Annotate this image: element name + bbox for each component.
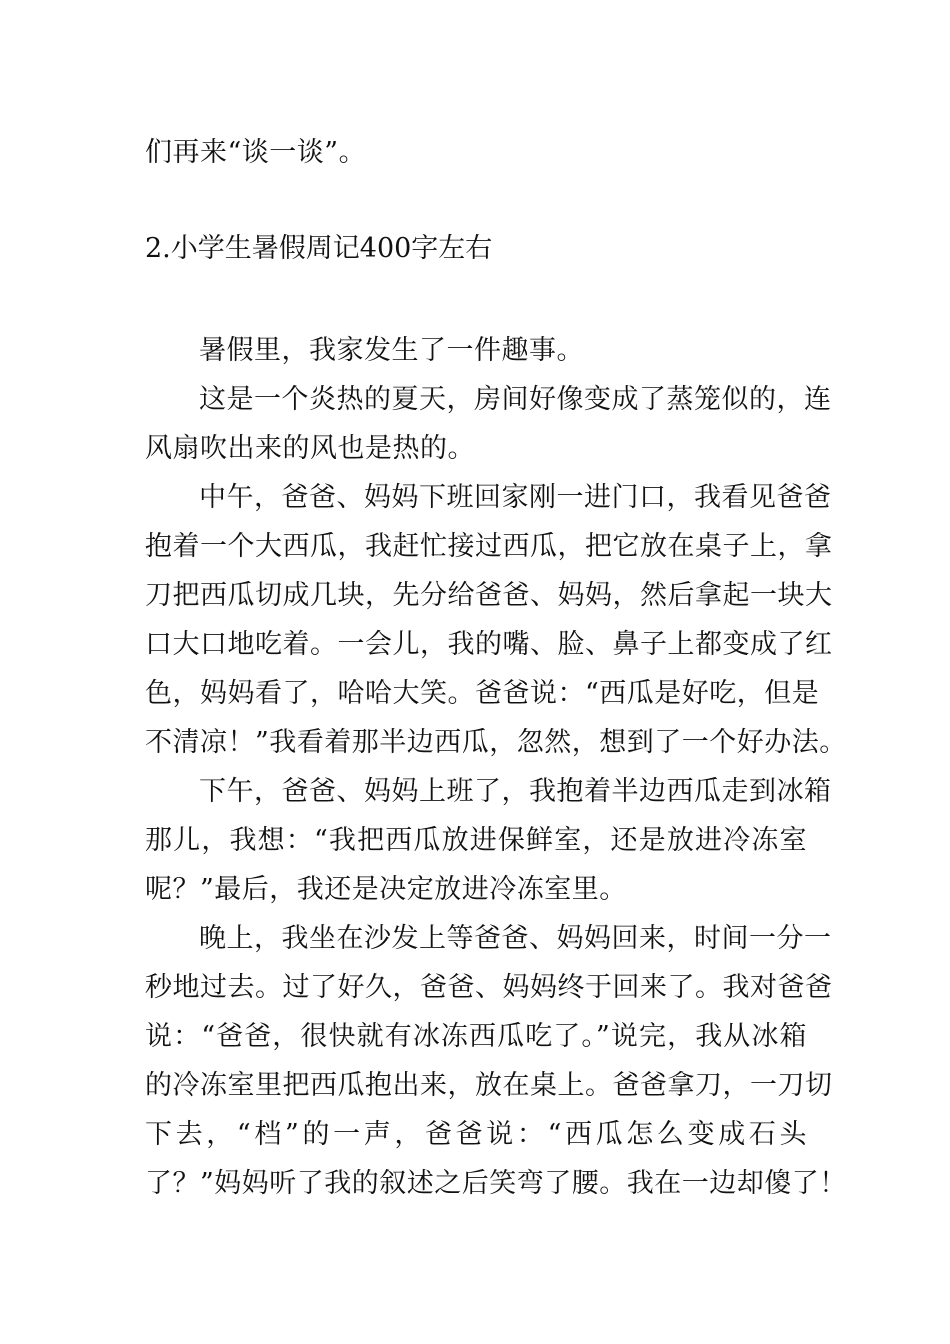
- paragraph-5-line-6: 了？”妈妈听了我的叙述之后笑弯了腰。我在一边却傻了！: [145, 1168, 847, 1199]
- paragraph-3-line-2: 抱着一个大西瓜，我赶忙接过西瓜，把它放在桌子上，拿: [145, 531, 833, 562]
- paragraph-3-line-1: 中午，爸爸、妈妈下班回家刚一进门口，我看见爸爸: [199, 482, 832, 513]
- paragraph-1-line-1: 暑假里，我家发生了一件趣事。: [199, 335, 584, 366]
- paragraph-3-line-4: 口大口地吃着。一会儿，我的嘴、脸、鼻子上都变成了红: [145, 629, 833, 660]
- paragraph-3-line-5: 色，妈妈看了，哈哈大笑。爸爸说：“西瓜是好吃，但是: [145, 678, 820, 709]
- paragraph-3-line-6: 不清凉！”我看着那半边西瓜，忽然，想到了一个好办法。: [145, 727, 847, 758]
- paragraph-4-line-3: 呢？”最后，我还是决定放进冷冻室里。: [145, 874, 627, 905]
- section-heading: 2.小学生暑假周记400字左右: [145, 233, 493, 264]
- paragraph-5-line-1: 晚上，我坐在沙发上等爸爸、妈妈回来，时间一分一: [199, 923, 832, 954]
- intro-tail-line: 们再来“谈一谈”。: [145, 137, 367, 168]
- paragraph-4-line-1: 下午，爸爸、妈妈上班了，我抱着半边西瓜走到冰箱: [199, 776, 832, 807]
- paragraph-5-line-5: 下去，“档”的一声，爸爸说：“西瓜怎么变成石头: [145, 1119, 807, 1150]
- paragraph-3-line-3: 刀把西瓜切成几块，先分给爸爸、妈妈，然后拿起一块大: [145, 580, 833, 611]
- paragraph-4-line-2: 那儿，我想：“我把西瓜放进保鲜室，还是放进冷冻室: [145, 825, 807, 856]
- paragraph-2-line-2: 风扇吹出来的风也是热的。: [145, 433, 475, 464]
- paragraph-5-line-4: 的冷冻室里把西瓜抱出来，放在桌上。爸爸拿刀，一刀切: [145, 1070, 833, 1101]
- paragraph-5-line-3: 说：“爸爸，很快就有冰冻西瓜吃了。”说完，我从冰箱: [145, 1021, 807, 1052]
- paragraph-2-line-1: 这是一个炎热的夏天，房间好像变成了蒸笼似的，连: [199, 384, 832, 415]
- paragraph-5-line-2: 秒地过去。过了好久，爸爸、妈妈终于回来了。我对爸爸: [145, 972, 833, 1003]
